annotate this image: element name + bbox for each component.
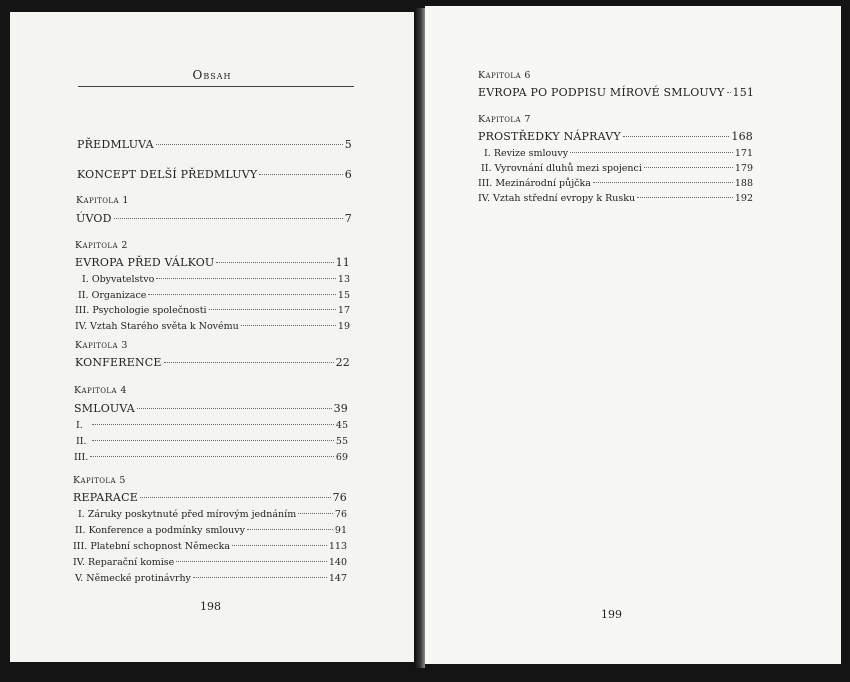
toc-subentry[interactable] bbox=[76, 436, 348, 447]
section-page: 140 bbox=[328, 557, 347, 568]
toc-subentry[interactable] bbox=[78, 509, 347, 520]
entry-page: 11 bbox=[335, 256, 350, 269]
section-title: Vyrovnání dluhů mezi spojenci bbox=[494, 163, 642, 174]
section-page: 19 bbox=[337, 321, 350, 332]
section-title: Platební schopnost Německa bbox=[90, 541, 231, 552]
toc-entry[interactable] bbox=[74, 402, 348, 415]
section-number: III. bbox=[75, 305, 90, 316]
entry-title: KONCEPT DELŠÍ PŘEDMLUVY bbox=[77, 168, 258, 181]
chapter-label: Kapitola 1 bbox=[76, 195, 129, 206]
toc-subentry[interactable] bbox=[481, 163, 753, 174]
section-page: 17 bbox=[337, 305, 350, 316]
section-page: 192 bbox=[734, 193, 753, 204]
dot-leader bbox=[156, 144, 343, 145]
entry-page: 151 bbox=[732, 86, 755, 99]
dot-leader bbox=[623, 136, 730, 137]
dot-leader bbox=[92, 424, 334, 425]
entry-page: 22 bbox=[335, 356, 350, 369]
chapter-label: Kapitola 6 bbox=[478, 70, 531, 81]
section-number: IV. bbox=[478, 193, 490, 204]
dot-leader bbox=[114, 218, 343, 219]
dot-leader bbox=[176, 561, 327, 562]
dot-leader bbox=[570, 152, 733, 153]
dot-leader bbox=[637, 197, 733, 198]
entry-page: 39 bbox=[333, 402, 348, 415]
section-number: II. bbox=[481, 163, 492, 174]
entry-title: PŘEDMLUVA bbox=[77, 138, 154, 151]
section-page: 91 bbox=[334, 525, 347, 536]
dot-leader bbox=[727, 92, 731, 93]
section-number: II. bbox=[75, 525, 86, 536]
toc-subentry[interactable] bbox=[73, 541, 347, 552]
section-number: III. bbox=[74, 452, 89, 463]
section-number: I. bbox=[82, 274, 89, 285]
toc-entry[interactable] bbox=[77, 138, 352, 151]
entry-title: PROSTŘEDKY NÁPRAVY bbox=[478, 130, 621, 143]
section-title: Mezinárodní půjčka bbox=[495, 178, 591, 189]
dot-leader bbox=[92, 440, 334, 441]
section-title: Německé protinávrhy bbox=[86, 573, 191, 584]
section-page: 171 bbox=[734, 148, 753, 159]
section-page: 147 bbox=[328, 573, 347, 584]
toc-entry[interactable] bbox=[76, 212, 352, 225]
dot-leader bbox=[593, 182, 733, 183]
dot-leader bbox=[644, 167, 733, 168]
section-number: III. bbox=[478, 178, 493, 189]
section-number: IV. bbox=[75, 321, 87, 332]
entry-title: EVROPA PŘED VÁLKOU bbox=[75, 256, 215, 269]
section-title: Revize smlouvy bbox=[493, 148, 569, 159]
dot-leader bbox=[140, 497, 331, 498]
dot-leader bbox=[90, 456, 334, 457]
entry-page: 5 bbox=[344, 138, 352, 151]
section-number: IV. bbox=[73, 557, 85, 568]
left-page bbox=[10, 12, 414, 662]
section-number: V. bbox=[75, 573, 84, 584]
section-page: 179 bbox=[734, 163, 753, 174]
toc-entry[interactable] bbox=[75, 356, 350, 369]
section-number: II. bbox=[76, 436, 87, 447]
book-gutter bbox=[414, 8, 425, 668]
toc-subentry[interactable] bbox=[76, 420, 348, 431]
dot-leader bbox=[247, 529, 333, 530]
toc-subentry[interactable] bbox=[75, 321, 350, 332]
section-page: 69 bbox=[335, 452, 348, 463]
toc-subentry[interactable] bbox=[478, 178, 753, 189]
entry-title: REPARACE bbox=[73, 491, 138, 504]
section-page: 188 bbox=[734, 178, 753, 189]
dot-leader bbox=[156, 278, 336, 279]
entry-title: SMLOUVA bbox=[74, 402, 135, 415]
title-rule bbox=[78, 86, 354, 87]
toc-subentry[interactable] bbox=[82, 274, 350, 285]
toc-entry[interactable] bbox=[73, 491, 347, 504]
right-page bbox=[425, 6, 841, 664]
entry-page: 168 bbox=[731, 130, 753, 143]
dot-leader bbox=[209, 309, 336, 310]
chapter-label: Kapitola 5 bbox=[73, 475, 126, 486]
dot-leader bbox=[298, 513, 333, 514]
section-number: I. bbox=[78, 509, 85, 520]
section-page: 55 bbox=[335, 436, 348, 447]
section-page: 76 bbox=[334, 509, 347, 520]
toc-entry[interactable] bbox=[478, 130, 753, 143]
toc-subentry[interactable] bbox=[75, 573, 347, 584]
toc-entry[interactable] bbox=[478, 86, 753, 99]
dot-leader bbox=[241, 325, 336, 326]
toc-subentry[interactable] bbox=[75, 305, 350, 316]
toc-entry[interactable] bbox=[77, 168, 352, 181]
dot-leader bbox=[148, 294, 336, 295]
section-number: I. bbox=[484, 148, 491, 159]
section-title: Vztah střední evropy k Rusku bbox=[493, 193, 636, 204]
section-page: 15 bbox=[337, 290, 350, 301]
section-number: I. bbox=[76, 420, 83, 431]
section-title: Reparační komise bbox=[88, 557, 175, 568]
section-page: 45 bbox=[335, 420, 348, 431]
section-title: Konference a podmínky smlouvy bbox=[88, 525, 245, 536]
toc-subentry[interactable] bbox=[78, 290, 350, 301]
section-title: Záruky poskytnuté před mírovým jednáním bbox=[87, 509, 297, 520]
dot-leader bbox=[193, 577, 327, 578]
entry-title: ÚVOD bbox=[76, 212, 112, 225]
toc-subentry[interactable] bbox=[484, 148, 753, 159]
section-title: Vztah Starého světa k Novému bbox=[90, 321, 239, 332]
entry-page: 76 bbox=[332, 491, 347, 504]
entry-page: 6 bbox=[344, 168, 352, 181]
chapter-label: Kapitola 7 bbox=[478, 114, 531, 125]
dot-leader bbox=[164, 362, 334, 363]
toc-subentry[interactable] bbox=[75, 525, 347, 536]
toc-entry[interactable] bbox=[75, 256, 350, 269]
page-number: 198 bbox=[200, 600, 221, 613]
toc-subentry[interactable] bbox=[478, 193, 753, 204]
dot-leader bbox=[216, 262, 333, 263]
section-title: Organizace bbox=[91, 290, 147, 301]
dot-leader bbox=[137, 408, 332, 409]
section-title: Obyvatelstvo bbox=[91, 274, 155, 285]
section-page: 113 bbox=[328, 541, 347, 552]
page-title: Obsah bbox=[192, 68, 232, 82]
page-number: 199 bbox=[601, 608, 622, 621]
toc-subentry[interactable] bbox=[73, 557, 347, 568]
chapter-label: Kapitola 3 bbox=[75, 340, 128, 351]
entry-title: KONFERENCE bbox=[75, 356, 162, 369]
section-number: III. bbox=[73, 541, 88, 552]
dot-leader bbox=[232, 545, 327, 546]
dot-leader bbox=[259, 174, 342, 175]
section-page: 13 bbox=[337, 274, 350, 285]
chapter-label: Kapitola 4 bbox=[74, 385, 127, 396]
entry-title: EVROPA PO PODPISU MÍROVÉ SMLOUVY bbox=[478, 86, 725, 99]
section-number: II. bbox=[78, 290, 89, 301]
section-title: Psychologie společnosti bbox=[92, 305, 207, 316]
entry-page: 7 bbox=[344, 212, 352, 225]
toc-subentry[interactable] bbox=[74, 452, 348, 463]
chapter-label: Kapitola 2 bbox=[75, 240, 128, 251]
